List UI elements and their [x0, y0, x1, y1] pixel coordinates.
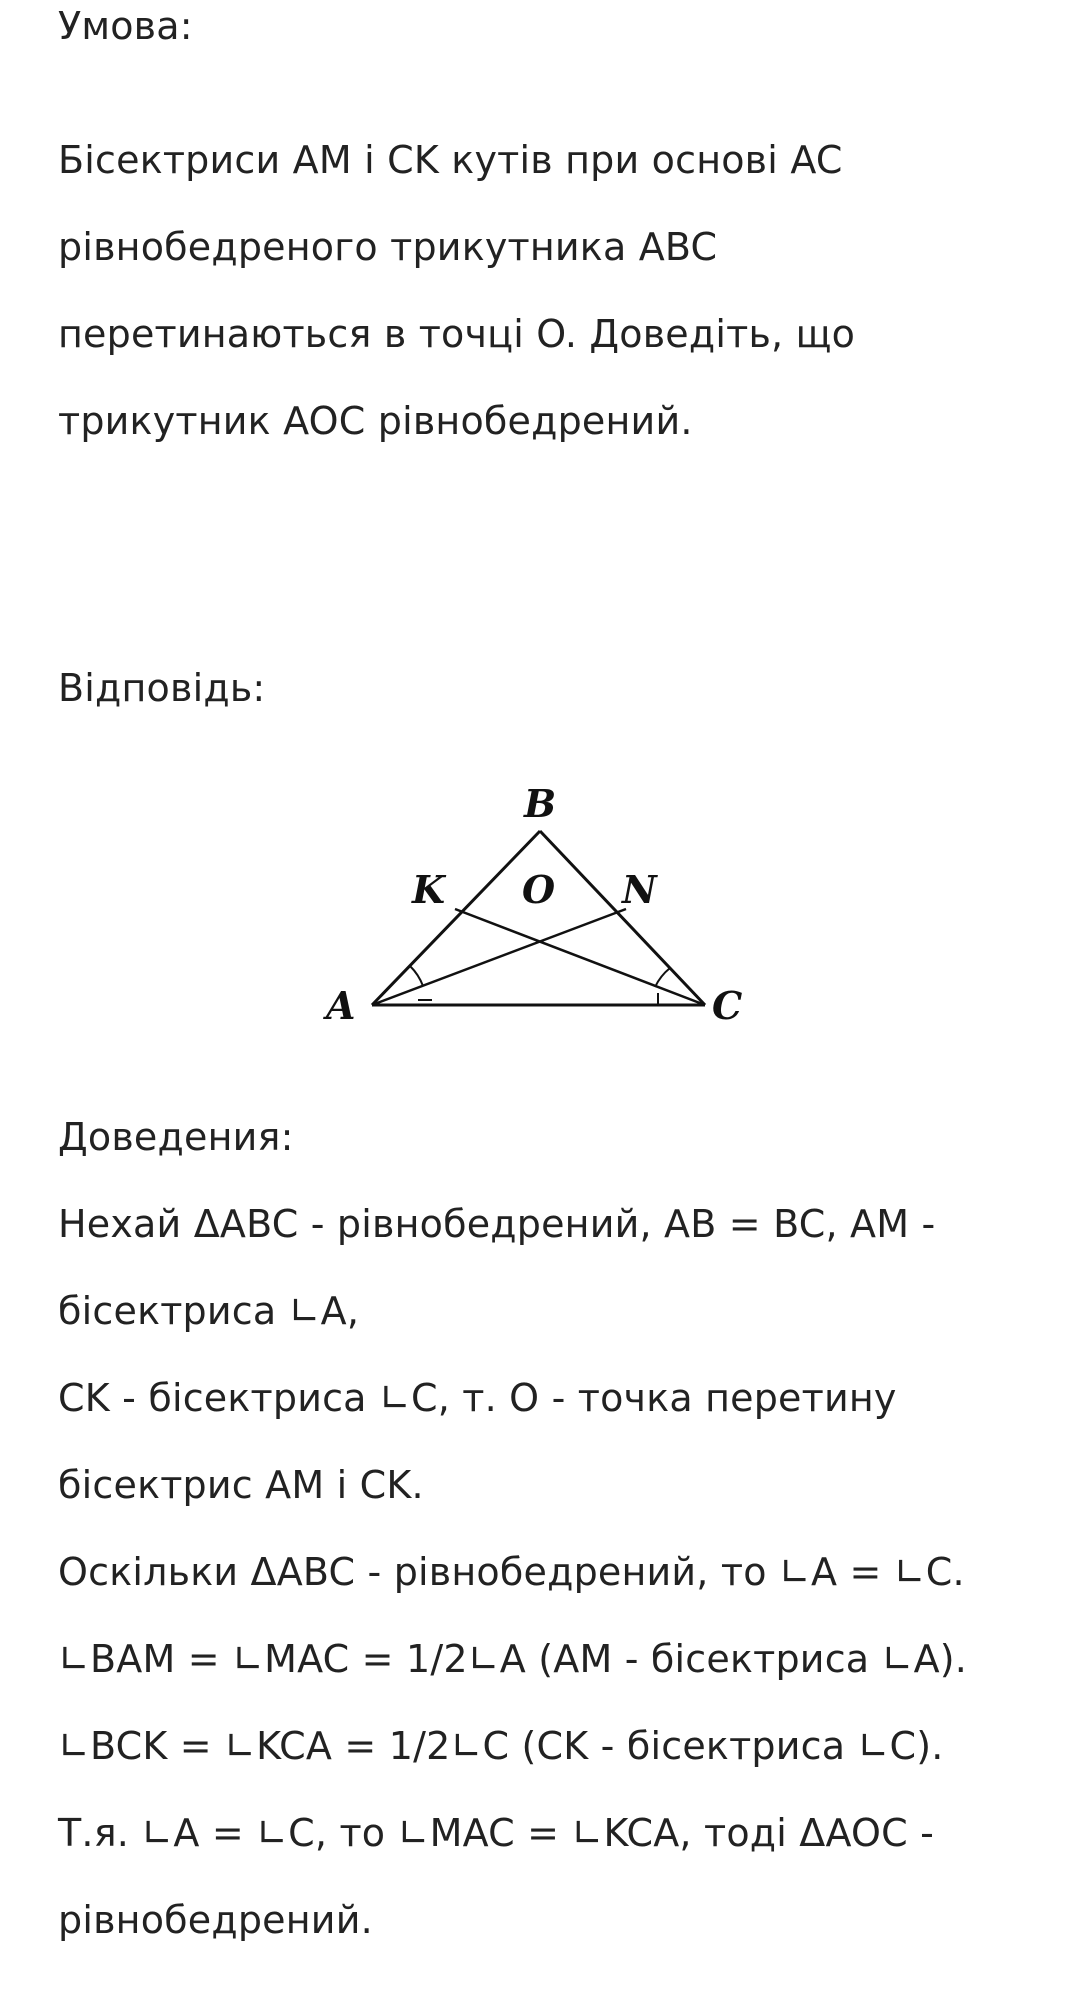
condition-line: Бісектриси AM і CK кутів при основі AC: [58, 138, 843, 182]
proof-line: бісектрис AM і CK.: [58, 1463, 424, 1507]
proof-line: рівнобедрений.: [58, 1898, 373, 1942]
bisector-ck: [455, 909, 705, 1005]
condition-heading: Умова:: [58, 4, 193, 48]
side-bc: [540, 831, 705, 1005]
answer-heading: Відповідь:: [58, 666, 266, 710]
side-ab: [372, 831, 540, 1005]
condition-line: перетинаються в точці O. Доведіть, що: [58, 312, 856, 356]
angle-mark-c: [655, 968, 670, 987]
condition-line: рівнобедреного трикутника ABC: [58, 225, 718, 269]
angle-mark-a: [410, 966, 423, 986]
triangle-diagram: [300, 755, 780, 1050]
proof-line: Оскільки ΔABC - рівнобедрений, то ∟A = ∟C.: [58, 1550, 965, 1594]
label-c: C: [712, 983, 743, 1028]
proof-line: Т.я. ∟A = ∟C, то ∟MAC = ∟KCA, тоді ΔAOC -: [58, 1811, 935, 1855]
label-a: A: [326, 983, 356, 1028]
condition-line: трикутник AOC рівнобедрений.: [58, 399, 693, 443]
proof-line: ∟BCK = ∟KCA = 1/2∟C (CK - бісектриса ∟C).: [58, 1724, 944, 1768]
label-k: K: [412, 867, 446, 912]
label-n: N: [622, 867, 657, 912]
proof-line: бісектриса ∟A,: [58, 1289, 360, 1333]
proof-heading: Доведения:: [58, 1115, 294, 1159]
proof-line: Нехай ΔABC - рівнобедрений, AB = BC, AM -: [58, 1202, 936, 1246]
triangle-figure: [300, 755, 780, 1050]
proof-line: ∟BAM = ∟MAC = 1/2∟A (AM - бісектриса ∟A).: [58, 1637, 968, 1681]
bisector-am: [372, 909, 626, 1005]
proof-line: CK - бісектриса ∟C, т. O - точка перетину: [58, 1376, 897, 1420]
label-b: B: [524, 781, 557, 826]
label-o: O: [522, 867, 556, 912]
